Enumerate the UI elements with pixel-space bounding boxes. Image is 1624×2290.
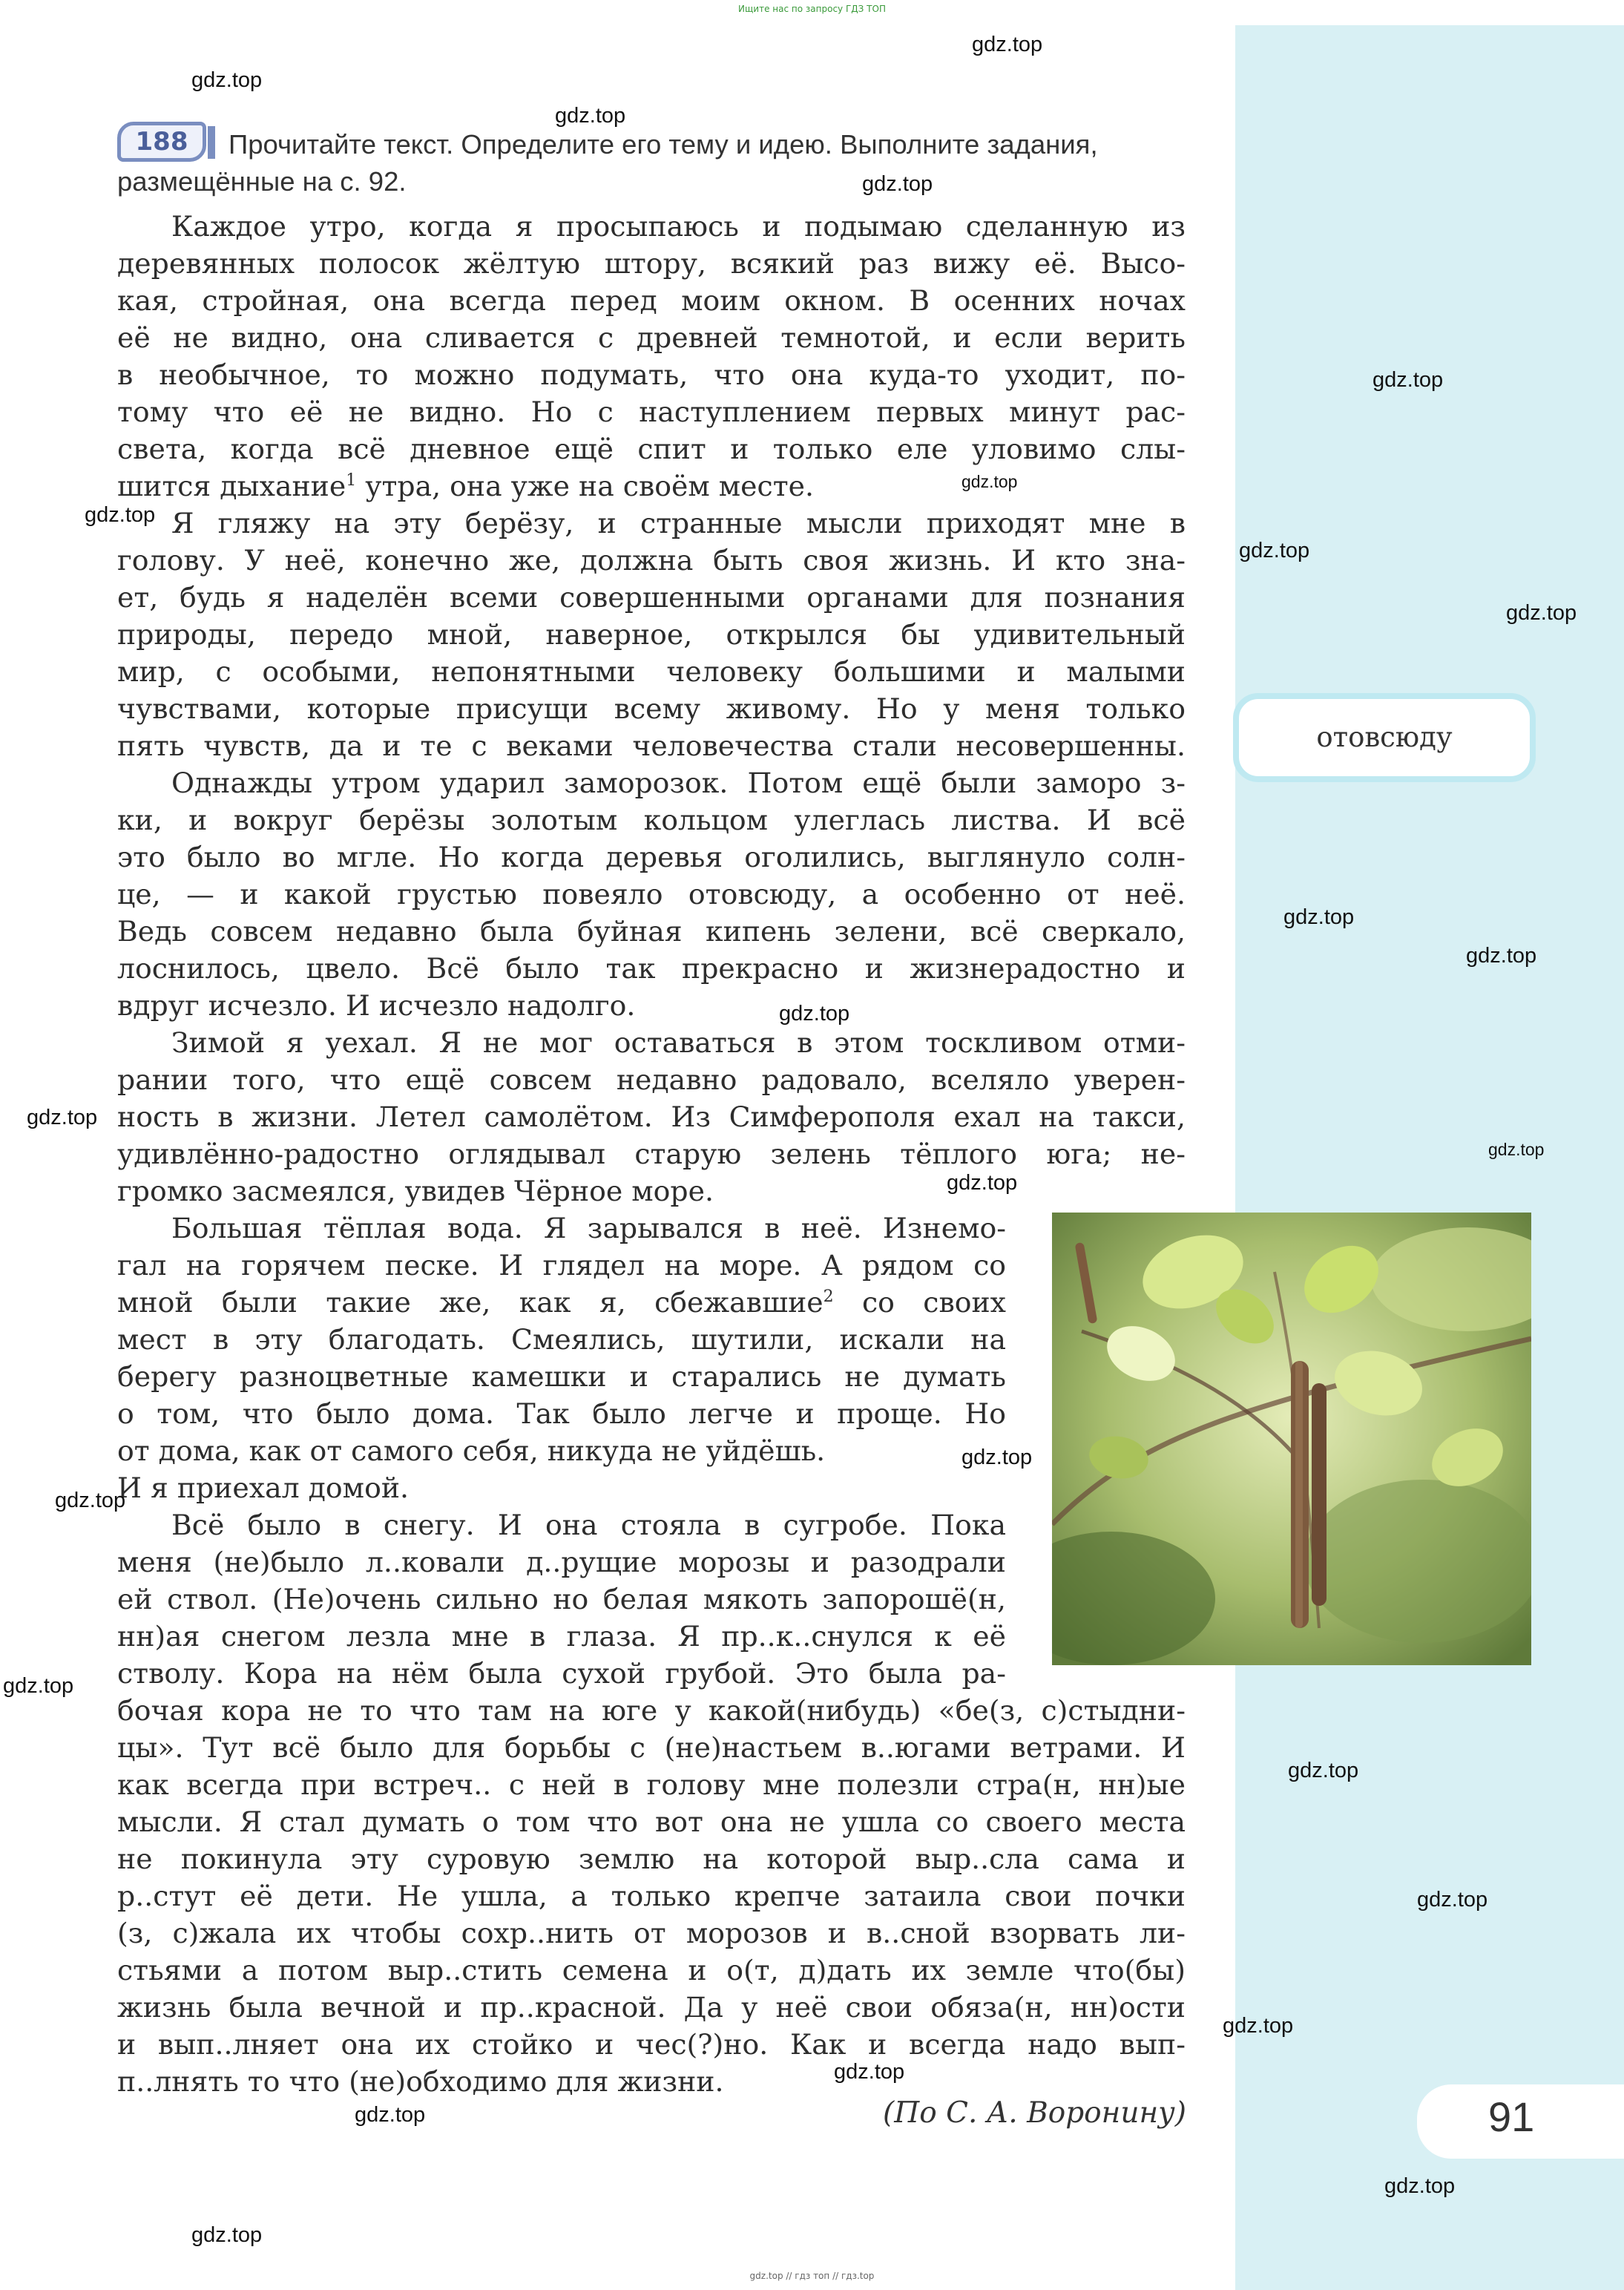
watermark: gdz.top: [947, 1171, 1018, 1195]
text-line: кая, стройная, она всегда перед моим окном. В осенних ночах: [117, 284, 1186, 317]
text-line: Ведь совсем недавно была буйная кипень зелени, всё сверкало,: [117, 915, 1186, 948]
text-line: как всегда при встреч.. с ней в голову мне полезли стра(н, нн)ые: [117, 1768, 1186, 1801]
text-line: стволу. Кора на нём была сухой грубой. Это была ра-: [117, 1657, 1006, 1690]
text-line: в необычное, то можно подумать, что она куда-то уходит, по-: [117, 358, 1186, 391]
watermark: gdz.top: [355, 2103, 426, 2127]
text-line: от дома, как от самого себя, никуда не уйдёшь.: [117, 1434, 826, 1467]
text-line: це, — и какой грустью повеяло отовсюду, а особенно от неё.: [117, 878, 1186, 911]
text-line: Однажды утром ударил заморозок. Потом ещё были заморо з-: [171, 767, 1186, 799]
text-line: не покинула эту суровую землю на которой выр..сла сама и: [117, 1843, 1186, 1875]
text-line: п..лнять то что (не)обходимо для жизни.: [117, 2065, 724, 2098]
header-note: Ищите нас по запросу ГДЗ ТОП: [738, 4, 886, 14]
text-line: ки, и вокруг берёзы золотым кольцом улеглась листва. И всё: [117, 804, 1186, 836]
watermark: gdz.top: [1466, 944, 1537, 968]
text-line: вдруг исчезло. И исчезло надолго.: [117, 989, 636, 1022]
text-line: И я приехал домой.: [117, 1472, 410, 1504]
text-line: громко засмеялся, увидев Чёрное море.: [117, 1175, 714, 1207]
birch-catkins-photo: [1052, 1213, 1531, 1665]
watermark: gdz.top: [779, 1002, 850, 1026]
vocabulary-word-box: отовсюду: [1233, 693, 1536, 782]
text-line: это было во мгле. Но когда деревья оголились, выглянуло солн-: [117, 841, 1186, 873]
text-line: р..стут её дети. Не ушла, а только крепче затаила свои почки: [117, 1880, 1186, 1912]
text-line: Каждое утро, когда я просыпаюсь и подымаю сделанную из: [171, 210, 1186, 243]
watermark: gdz.top: [1239, 539, 1310, 562]
text-line: Большая тёплая вода. Я зарывался в неё. Изнемо-: [171, 1212, 1006, 1244]
text-line: чувствами, которые присущи всему живому. Но у меня только: [117, 692, 1186, 725]
text-line: удивлённо-радостно оглядывал старую зелень тёплого юга; не-: [117, 1138, 1186, 1170]
watermark: gdz.top: [1283, 905, 1355, 929]
text-line: мир, с особыми, непонятными человеку большими и малыми: [117, 655, 1186, 688]
exercise-number-badge: 188: [117, 122, 206, 162]
text-line: её не видно, она сливается с древней темнотой, и если верить: [117, 321, 1186, 354]
text-line: природы, передо мной, наверное, открылся бы удивительный: [117, 618, 1186, 651]
text-line: и вып..лняет она их стойко и чес(?)но. Как и всегда надо вып-: [117, 2028, 1186, 2061]
text-line: пять чувств, да и те с веками человечества стали несовершенны.: [117, 729, 1186, 762]
text-line: ей ствол. (Не)очень сильно но белая мякоть запорошё(н,: [117, 1583, 1006, 1615]
text-line: тому что её не видно. Но с наступлением первых минут рас-: [117, 396, 1186, 428]
footnote-mark: 1: [346, 471, 357, 490]
watermark: gdz.top: [1223, 2014, 1294, 2038]
footer-note: gdz.top // гдз топ // гдз.top: [749, 2271, 875, 2281]
watermark: gdz.top: [1417, 1888, 1488, 1912]
watermark: gdz.top: [1288, 1759, 1359, 1782]
watermark: gdz.top: [1488, 1140, 1545, 1159]
margin-sidebar: [1235, 25, 1624, 2290]
watermark: gdz.top: [191, 68, 263, 92]
text-line: Всё было в снегу. И она стояла в сугробе. Пока: [171, 1509, 1006, 1541]
watermark: gdz.top: [191, 2223, 263, 2247]
watermark: gdz.top: [1372, 368, 1444, 392]
text-line: жизнь была вечной и пр..красной. Да у неё свои обяза(н, нн)ости: [117, 1991, 1186, 2024]
text-line: (з, с)жала их чтобы сохр..нить от морозов и в..сной взорвать ли-: [117, 1917, 1186, 1949]
text-line: ет, будь я наделён всеми совершенными органами для познания: [117, 581, 1186, 614]
watermark: gdz.top: [961, 1446, 1033, 1469]
text-line: стьями а потом выр..стить семена и о(т, д)дать их земле что(бы): [117, 1954, 1186, 1986]
watermark: gdz.top: [55, 1489, 126, 1512]
text-line: рании того, что ещё совсем недавно радовало, вселяло уверен-: [117, 1063, 1186, 1096]
watermark: gdz.top: [85, 503, 156, 527]
exercise-instruction: Прочитайте текст. Определите его тему и идею. Выполните задания, размещённые на с. 92.: [117, 129, 1098, 197]
text-line: голову. У неё, конечно же, должна быть своя жизнь. И кто зна-: [117, 544, 1186, 577]
author-attribution: (По С. А. Воронину): [883, 2096, 1186, 2130]
text-line: мной были такие же, как я, сбежавшие$^2$ со своих: [117, 1286, 1006, 1319]
text-line: Зимой я уехал. Я не мог оставаться в этом тоскливом отми-: [171, 1026, 1186, 1059]
text-line: цы». Тут всё было для борьбы с (не)настьем в..югами ветрами. И: [117, 1731, 1186, 1764]
watermark: gdz.top: [1384, 2174, 1456, 2198]
watermark: gdz.top: [834, 2060, 905, 2084]
text-line: деревянных полосок жёлтую штору, всякий раз вижу её. Высо-: [117, 247, 1186, 280]
watermark: gdz.top: [961, 472, 1018, 491]
text-line: Я гляжу на эту берёзу, и странные мысли приходят мне в: [171, 507, 1186, 539]
text-line: меня (не)было л..ковали д..рущие морозы и разодрали: [117, 1546, 1006, 1578]
text-line: шится дыхание$^1$ утра, она уже на своём месте.: [117, 470, 815, 502]
text-line: мест в эту благодать. Смеялись, шутили, искали на: [117, 1323, 1006, 1356]
footnote-mark: 2: [823, 1287, 834, 1306]
text-line: нн)ая снегом лезла мне в глаза. Я пр..к..снулся к её: [117, 1620, 1006, 1653]
text-line: мысли. Я стал думать о том что вот она не ушла со своего места: [117, 1805, 1186, 1838]
watermark: gdz.top: [1506, 601, 1577, 625]
watermark: gdz.top: [862, 172, 933, 196]
text-line: света, когда всё дневное ещё спит и только еле уловимо слы-: [117, 433, 1186, 465]
watermark: gdz.top: [555, 104, 626, 128]
text-line: лоснилось, цвело. Всё было так прекрасно и жизнерадостно и: [117, 952, 1186, 985]
page-number: 91: [1488, 2093, 1535, 2140]
text-line: о том, что было дома. Так было легче и проще. Но: [117, 1397, 1006, 1430]
text-line: берегу разноцветные камешки и старались не думать: [117, 1360, 1006, 1393]
watermark: gdz.top: [27, 1106, 98, 1129]
watermark: gdz.top: [3, 1674, 74, 1698]
text-line: бочая кора не то что там на юге у какой(нибудь) «бе(з, с)стыдни-: [117, 1694, 1186, 1727]
text-line: ность в жизни. Летел самолётом. Из Симферополя ехал на такси,: [117, 1100, 1186, 1133]
text-line: гал на горячем песке. И глядел на море. А рядом со: [117, 1249, 1006, 1282]
watermark: gdz.top: [972, 33, 1043, 56]
